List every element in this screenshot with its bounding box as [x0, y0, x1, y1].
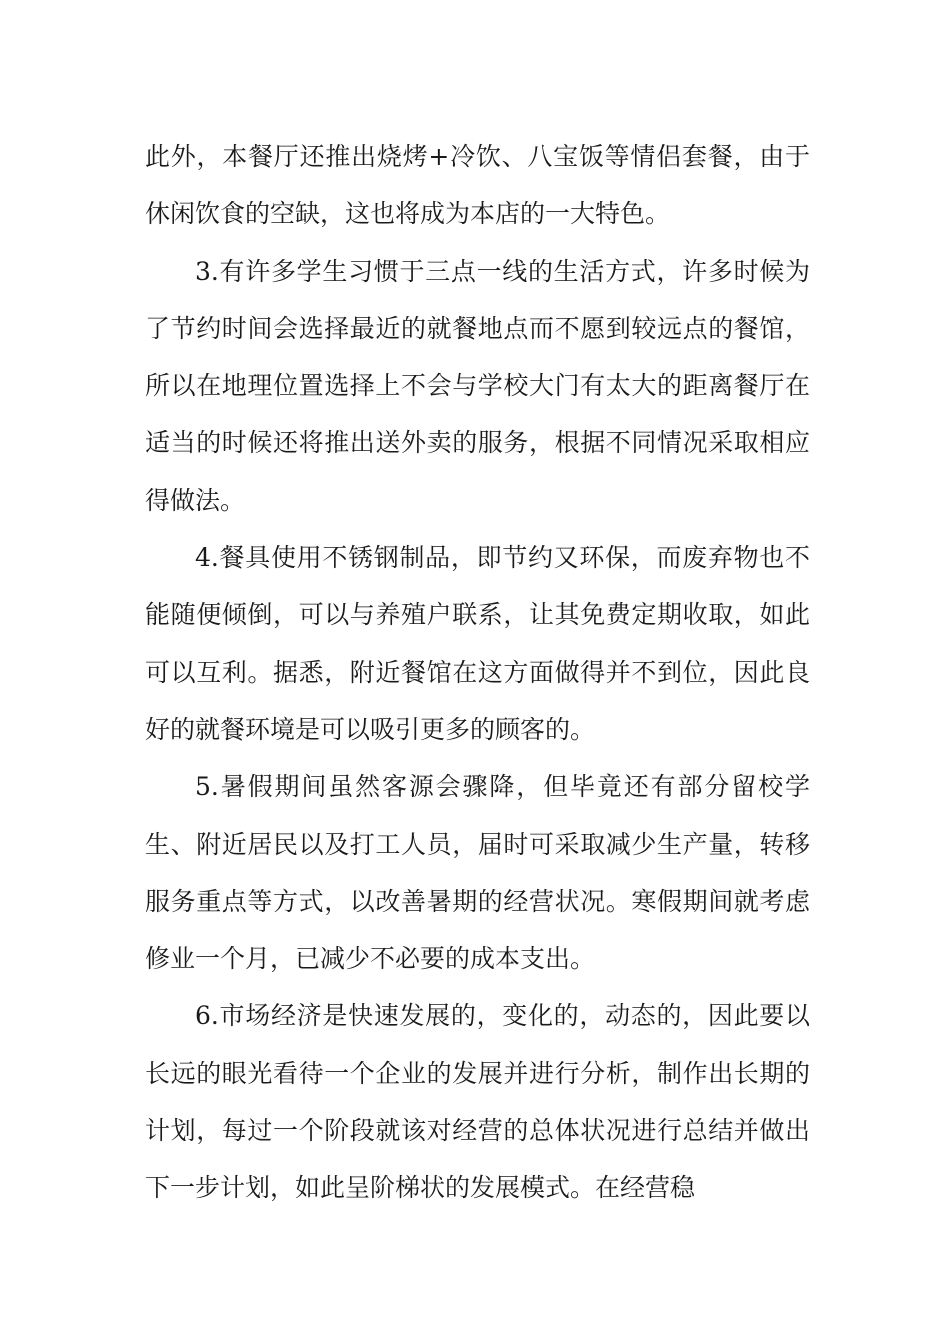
paragraph-item-5: 5.暑假期间虽然客源会骤降，但毕竟还有部分留校学生、附近居民以及打工人员，届时可采取减少生产量，转移服务重点等方式，以改善暑期的经营状况。寒假期间就考虑修业一个月，已减少不必要的成本支出。	[145, 772, 810, 974]
paragraph-item-4: 4.餐具使用不锈钢制品，即节约又环保，而废弃物也不能随便倾倒，可以与养殖户联系，让其免费定期收取，如此可以互利。据悉，附近餐馆在这方面做得并不到位，因此良好的就餐环境是可以吸引更多的顾客的。	[145, 543, 810, 744]
paragraph-item-6: 6.市场经济是快速发展的，变化的，动态的，因此要以长远的眼光看待一个企业的发展并进行分析，制作出长期的计划，每过一个阶段就该对经营的总体状况进行总结并做出下一步计划，如此呈阶梯状的发展模式。在经营稳	[145, 1001, 810, 1203]
document-body	[145, 128, 810, 1217]
paragraph-intro-continuation: 此外，本餐厅还推出烧烤+冷饮、八宝饭等情侣套餐，由于休闲饮食的空缺，这也将成为本店的一大特色。	[145, 142, 810, 229]
paragraph-item-3: 3.有许多学生习惯于三点一线的生活方式，许多时候为了节约时间会选择最近的就餐地点而不愿到较远点的餐馆，所以在地理位置选择上不会与学校大门有太大的距离餐厅在适当的时候还将推出送外卖的服务，根据不同情况采取相应得做法。	[145, 256, 810, 515]
